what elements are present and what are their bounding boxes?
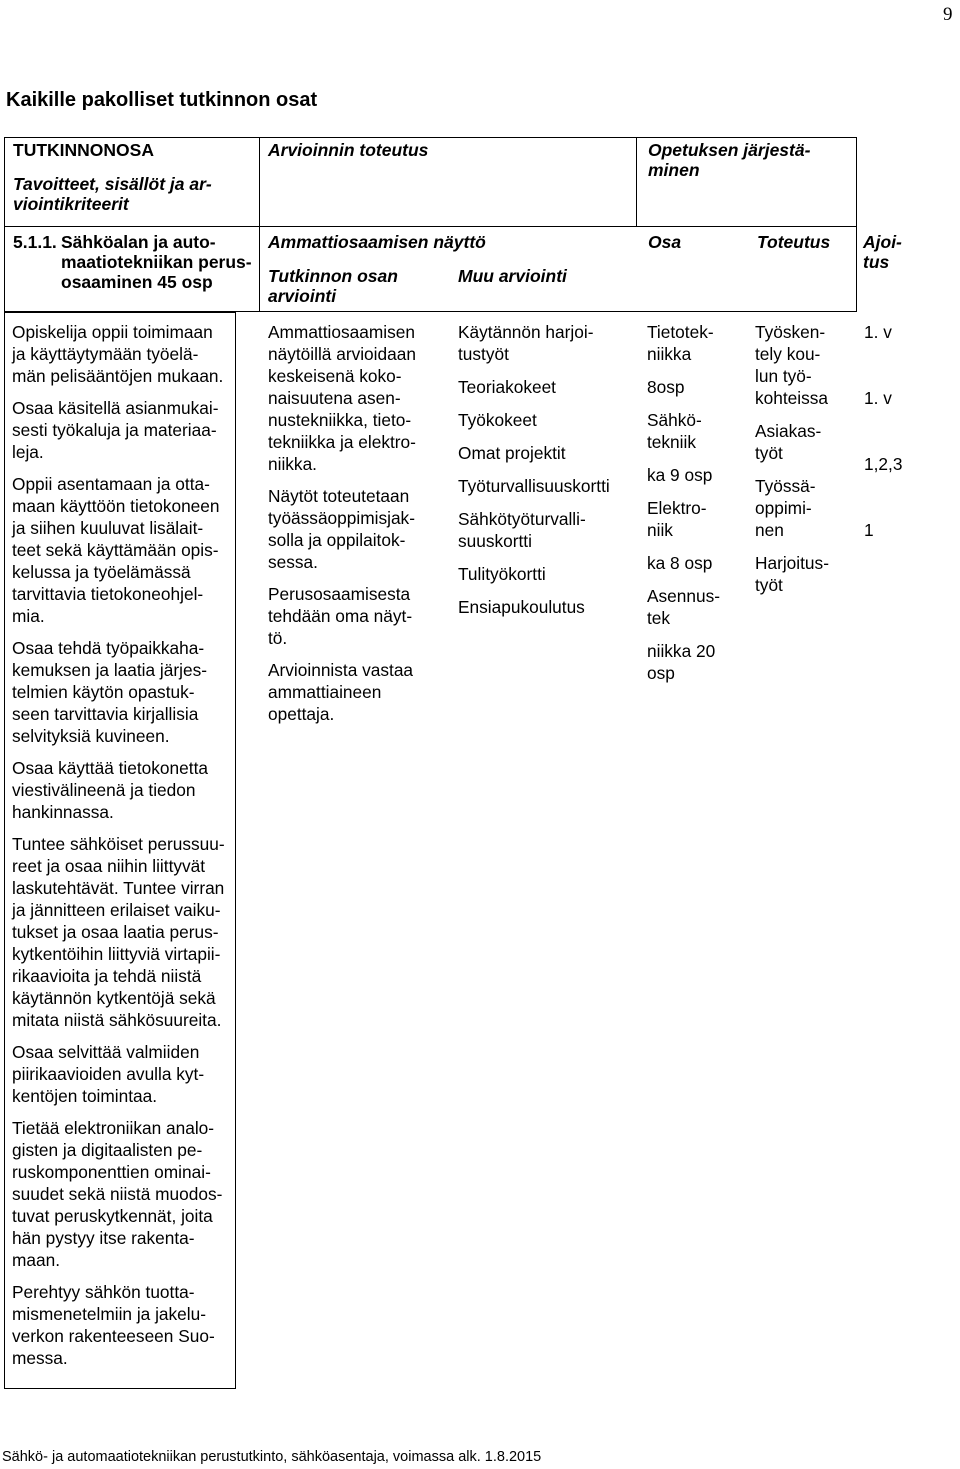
objective-item: Tietää elektroniikan analo- gisten ja digitaalisten pe- ruskomponenttien ominai- suudet sekä niistä muodos- tuvat peruskytkennät, joita hän pystyy itse rakenta- maan. (12, 1118, 223, 1270)
header-ammattiosaamisen-naytto: Ammattiosaamisen näyttö (268, 232, 486, 252)
assessment-column (268, 321, 453, 725)
objective-item: Osaa käyttää tietokonetta viestivälineenä ja tiedon hankinnassa. (12, 758, 208, 822)
part-item: Tietotek- niikka (647, 322, 714, 364)
objective-item: Oppii asentamaan ja otta- maan käyttöön tietokoneen ja siihen kuuluvat lisälait- teet sekä käyttämään opis- kelussa ja työelämässä tarvittavia tietokoneohjel- mia. (12, 474, 220, 626)
unit-number: 5.1.1. (13, 232, 57, 252)
header-tutkinnon-osan-arviointi: Tutkinnon osan arviointi (268, 266, 398, 306)
header-ajoitus: Ajoi- tus (863, 232, 902, 272)
part-item: ka 8 osp (647, 553, 713, 573)
other-assessment-item: Tulityökortti (458, 564, 546, 584)
assessment-item: Ammattiosaamisen näytöillä arvioidaan keskeisenä koko- naisuutena asen- nustekniikka, tieto- tekniikka ja elektro- niikka. (268, 322, 416, 474)
header-muu-arviointi: Muu arviointi (458, 266, 567, 286)
column-divider-2 (636, 137, 637, 226)
row-divider-header (4, 226, 857, 227)
part-item: niikka 20 osp (647, 641, 716, 683)
part-item: ka 9 osp (647, 465, 713, 485)
column-divider-1 (259, 137, 260, 312)
part-item: Elektro- niik (647, 498, 707, 540)
objectives-column (12, 321, 234, 1369)
timing-value: 1,2,3 (864, 454, 903, 474)
timing-value: 1. v (864, 322, 892, 342)
other-assessment-item: Työturvallisuuskortti (458, 476, 610, 496)
page-number: 9 (943, 4, 953, 25)
objective-item: Opiskelija oppii toimimaan ja käyttäytymään työelä- män pelisääntöjen mukaan. (12, 322, 224, 386)
header-arvioinnin-toteutus: Arvioinnin toteutus (268, 140, 429, 160)
other-assessment-column (458, 321, 638, 629)
other-assessment-item: Sähkötyöturvalli- suuskortti (458, 509, 586, 551)
other-assessment-item: Käytännön harjoi- tustyöt (458, 322, 594, 364)
implementation-item: Työsken- tely kou- lun työ- kohteissa (755, 322, 829, 408)
implementation-item: Työssä- oppimi- nen (755, 476, 816, 540)
header-tavoitteet: Tavoitteet, sisällöt ja ar- viointikriteerit (13, 174, 212, 214)
page-footer: Sähkö- ja automaatiotekniikan perustutkinto, sähköasentaja, voimassa alk. 1.8.2015 (2, 1449, 542, 1465)
part-item: Sähkö- tekniik (647, 410, 702, 452)
implementation-item: Asiakas- työt (755, 421, 822, 463)
objective-item: Tuntee sähköiset perussuu- reet ja osaa niihin liittyvät laskutehtävät. Tuntee virran ja jännitteen erilaiset vaiku- tukset ja osaa laatia perus- kytkentöihin liittyviä virtapii- rikaavioita ja tehdä niistä käytännön kytkentöjä sekä mitata niistä sähkösuureita. (12, 834, 225, 1030)
other-assessment-item: Työkokeet (458, 410, 537, 430)
header-opetuksen-jarjestaminen: Opetuksen järjestä- minen (648, 140, 811, 180)
other-assessment-item: Ensiapukoulutus (458, 597, 585, 617)
implementation-item: Harjoitus- työt (755, 553, 829, 595)
header-osa: Osa (648, 232, 682, 252)
section-heading: Kaikille pakolliset tutkinnon osat (6, 89, 318, 111)
timing-value: 1. v (864, 388, 892, 408)
assessment-item: Arvioinnista vastaa ammattiaineen opettaja. (268, 660, 414, 724)
part-item: 8osp (647, 377, 685, 397)
parts-column (647, 321, 752, 695)
unit-title: Sähköalan ja auto- maatiotekniikan perus- osaaminen 45 osp (61, 232, 252, 292)
objective-item: Perehtyy sähkön tuotta- mismenetelmiin ja jakelu- verkon rakenteeseen Suo- messa. (12, 1282, 215, 1368)
assessment-item: Näytöt toteutetaan työässäoppimisjak- solla ja oppilaitok- sessa. (268, 486, 415, 572)
objective-item: Osaa tehdä työpaikkaha- kemuksen ja laatia järjes- telmien käytön opastuk- seen tarvittavia kirjallisia selvityksiä kuvineen. (12, 638, 207, 746)
implementation-column (755, 321, 855, 607)
other-assessment-item: Teoriakokeet (458, 377, 556, 397)
header-tutkinnonosa: TUTKINNONOSA (13, 140, 154, 160)
part-item: Asennus- tek (647, 586, 721, 628)
assessment-item: Perusosaamisesta tehdään oma näyt- tö. (268, 584, 413, 648)
other-assessment-item: Omat projektit (458, 443, 566, 463)
objective-item: Osaa käsitellä asianmukai- sesti työkaluja ja materiaa- leja. (12, 398, 219, 462)
timing-value: 1 (864, 520, 874, 540)
objective-item: Osaa selvittää valmiiden piirikaavioiden avulla kyt- kentöjen toimintaa. (12, 1042, 205, 1106)
header-toteutus: Toteutus (757, 232, 831, 252)
